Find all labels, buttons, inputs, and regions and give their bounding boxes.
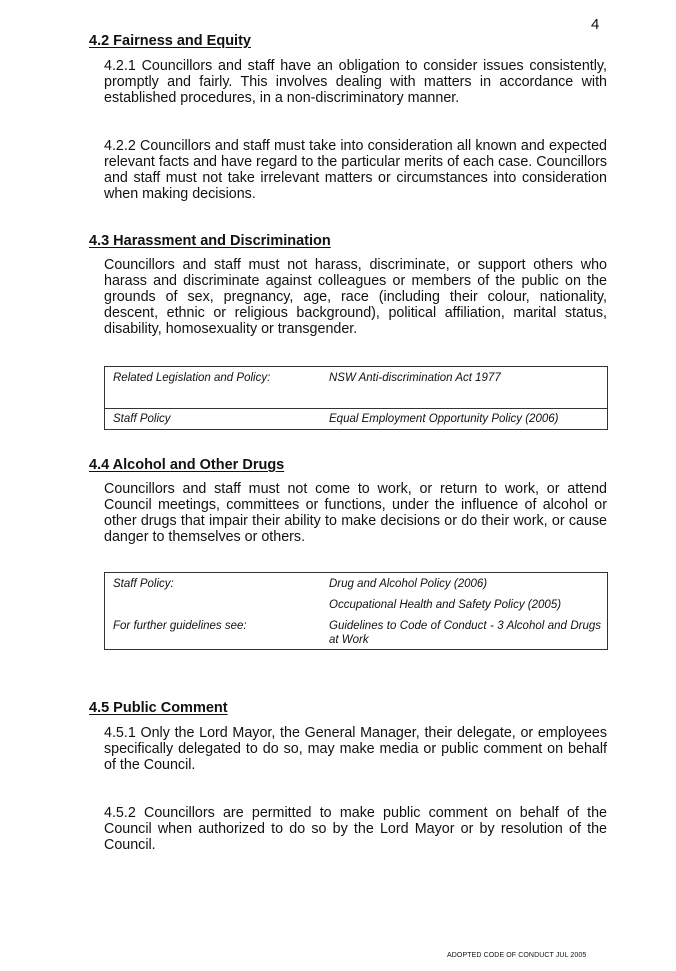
- table-value: Occupational Health and Safety Policy (2005): [329, 599, 562, 611]
- table-label: Staff Policy: [113, 413, 171, 425]
- table-value: NSW Anti-discrimination Act 1977: [329, 372, 501, 384]
- table-value: Guidelines to Code of Conduct - 3 Alcohol and Drugs at Work: [329, 620, 601, 646]
- table-value: Drug and Alcohol Policy (2006): [329, 578, 488, 590]
- section-4-3-heading: 4.3 Harassment and Discrimination: [89, 233, 331, 249]
- paragraph-4-2-1: 4.2.1 Councillors and staff have an obligation to consider issues consistently, promptly and fairly. This involves dealing with matters in accordance with established procedures, in a non-discriminatory manner.: [104, 58, 607, 106]
- table-label: Related Legislation and Policy:: [113, 372, 271, 384]
- footer-text: ADOPTED CODE OF CONDUCT JUL 2005: [447, 952, 587, 959]
- paragraph-4-3: Councillors and staff must not harass, discriminate, or support others who harass and discriminate against colleagues or members of the public on the grounds of sex, pregnancy, age, race (including their colour, nationality, descent, ethnic or religious background), political affiliation, marital status, disability, homosexuality or transgender.: [104, 257, 607, 337]
- page-number: 4: [591, 16, 600, 33]
- table-value: Equal Employment Opportunity Policy (2006): [329, 413, 559, 425]
- paragraph-4-4: Councillors and staff must not come to work, or return to work, or attend Council meetings, committees or functions, under the influence of alcohol or other drugs that impair their ability to make decisions or do their work, or cause danger to themselves or others.: [104, 481, 607, 545]
- section-4-2-heading: 4.2 Fairness and Equity: [89, 33, 251, 49]
- table-divider: [105, 408, 607, 409]
- table-label: For further guidelines see:: [113, 620, 247, 632]
- section-4-5-heading: 4.5 Public Comment: [89, 700, 228, 716]
- paragraph-4-5-1: 4.5.1 Only the Lord Mayor, the General Manager, their delegate, or employees specifically delegated to do so, may make media or public comment on behalf of the Council.: [104, 725, 607, 773]
- related-legislation-table: [104, 366, 608, 430]
- staff-policy-table: [104, 572, 608, 650]
- section-4-4-heading: 4.4 Alcohol and Other Drugs: [89, 457, 285, 473]
- table-label: Staff Policy:: [113, 578, 174, 590]
- paragraph-4-5-2: 4.5.2 Councillors are permitted to make public comment on behalf of the Council when authorized to do so by the Lord Mayor or by resolution of the Council.: [104, 805, 607, 853]
- paragraph-4-2-2: 4.2.2 Councillors and staff must take into consideration all known and expected relevant facts and have regard to the particular merits of each case. Councillors and staff must not take irrelevant matters or circumstances into consideration when making decisions.: [104, 138, 607, 202]
